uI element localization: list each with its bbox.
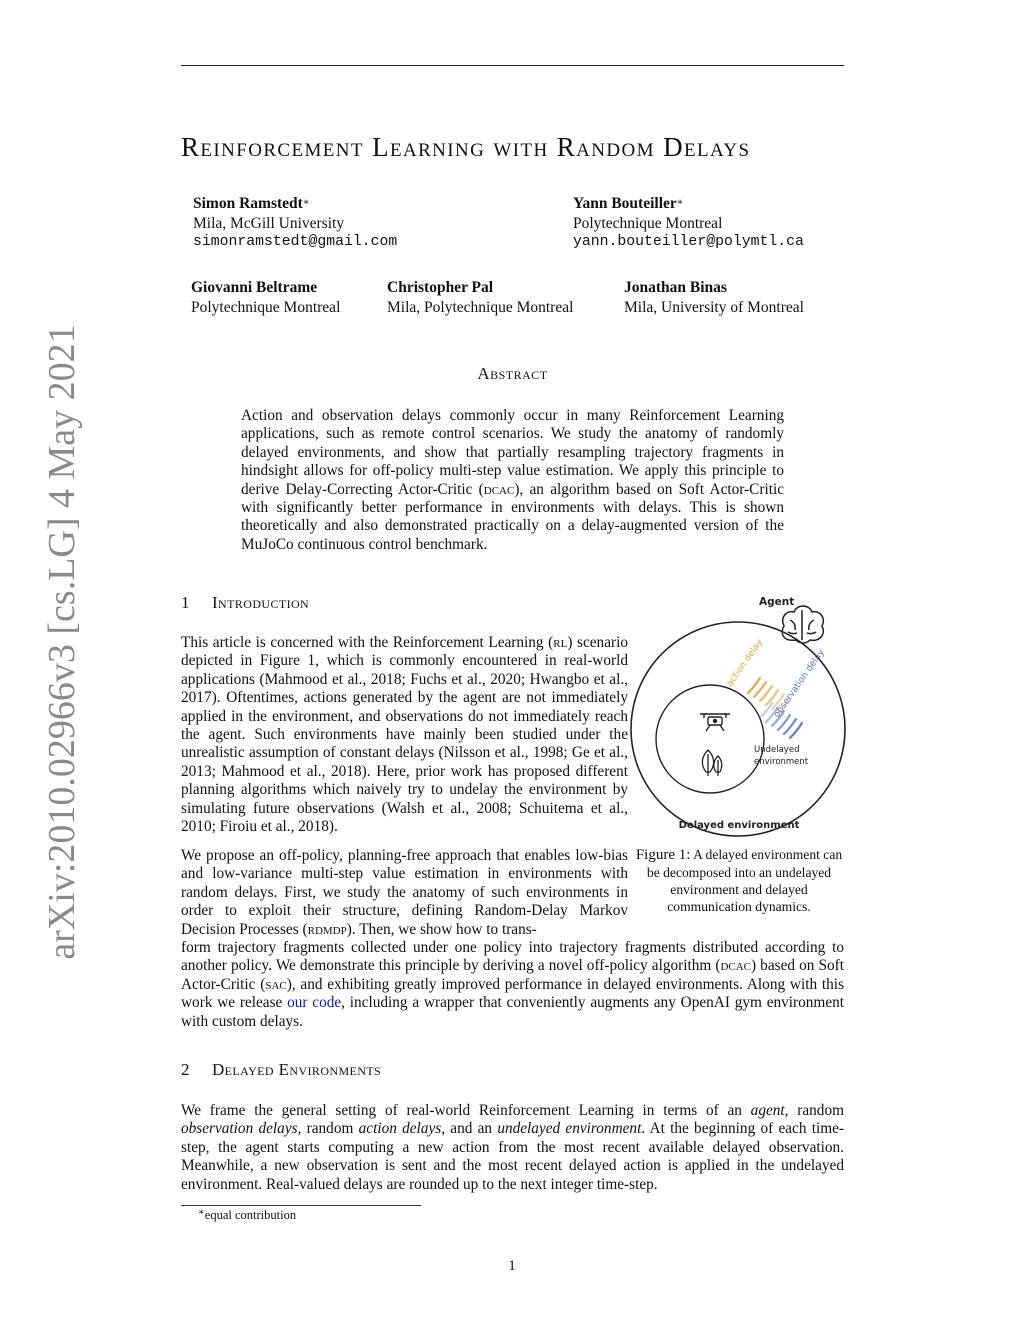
author-email[interactable]: yann.bouteiller@polymtl.ca xyxy=(573,234,804,250)
author-name: Yann Bouteiller xyxy=(573,195,677,212)
top-rule xyxy=(181,65,844,66)
author-affiliation: Mila, University of Montreal xyxy=(624,298,804,316)
intro-paragraph-2-continued: form trajectory fragments collected under one policy into trajectory fragments distributed according to another policy. We demonstrate this principle by deriving a novel off-policy algorithm (dcac) based on Soft Actor-Critic (sac), and exhibiting greatly improved performance in delayed environments. Along with this work we release our code, including a wrapper that conveniently augments any OpenAI gym environment with custom delays. xyxy=(181,939,845,1030)
undelayed-environment-circle xyxy=(656,685,764,793)
abstract-text: Action and observation delays commonly occur in many Reinforcement Learning applications, such as remote control scenarios. We study the anatomy of randomly delayed environments, and show that partially resampling trajectory fragments in hindsight allows for off-policy multi-step value estimation. We apply this principle to derive Delay-Correcting Actor-Critic (dcac), an algorithm based on Soft Actor-Critic with significantly better performance in environments with delays. This is shown theoretically and also demonstrated practically on a delay-augmented version of the MuJoCo continuous control benchmark. xyxy=(241,407,784,553)
delayed-environment-circle xyxy=(631,622,845,836)
footnote-rule xyxy=(181,1205,421,1206)
figure-1-caption: Figure 1: A delayed environment can be decomposed into an undelayed environment and delayed communication dynamics. xyxy=(635,847,843,914)
author-name: Giovanni Beltrame xyxy=(191,279,318,296)
observation-delay-label: observation delay xyxy=(772,647,827,720)
author-name: Simon Ramstedt xyxy=(193,195,303,212)
section2-paragraph: We frame the general setting of real-world Reinforcement Learning in terms of an agent, random observation delays, random action delays, and an undelayed environment. At the beginning of each time-step, the agent starts computing a new action from the most recent available delayed observation. Meanwhile, a new observation is sent and the most recent delayed action is applied in the undelayed environment. Real-valued delays are rounded up to the next integer time-step. xyxy=(181,1102,845,1193)
author-affiliation: Polytechnique Montreal xyxy=(191,298,341,316)
arxiv-identifier: arXiv:2010.02966v3 [cs.LG] 4 May 2021 xyxy=(41,324,83,960)
agent-label: Agent xyxy=(759,596,795,608)
undelayed-label-line2: environment xyxy=(754,757,809,767)
footnote: ∗equal contribution xyxy=(198,1207,297,1222)
author-name: Christopher Pal xyxy=(387,279,494,296)
delayed-environment-label: Delayed environment xyxy=(678,820,800,831)
author-name: Jonathan Binas xyxy=(624,279,727,296)
author-block xyxy=(191,278,340,317)
author-block: Yann Bouteiller∗ Polytechnique Montreal yann.bouteiller@polymtl.ca xyxy=(573,194,804,253)
plant-icon xyxy=(702,750,721,776)
figure-1-diagram xyxy=(630,590,848,840)
undelayed-label-line1: Undelayed xyxy=(754,745,800,755)
author-email[interactable]: simonramstedt@gmail.com xyxy=(193,234,398,250)
author-block xyxy=(624,278,804,317)
code-link[interactable]: our code xyxy=(287,994,342,1012)
author-block: Simon Ramstedt∗ Mila, McGill University simonramstedt@gmail.com xyxy=(193,194,397,253)
brain-icon xyxy=(782,606,823,643)
author-affiliation: Polytechnique Montreal xyxy=(573,214,723,232)
drone-icon xyxy=(700,714,730,731)
section-heading-introduction: 1 Introduction xyxy=(181,593,310,612)
author-affiliation: Mila, McGill University xyxy=(193,214,345,232)
page-number: 1 xyxy=(508,1258,516,1274)
action-delay-label: action delay xyxy=(725,637,766,689)
section-heading-delayed-environments: 2 Delayed Environments xyxy=(181,1060,382,1079)
author-block xyxy=(387,278,573,317)
intro-paragraph-1: This article is concerned with the Reinforcement Learning (rl) scenario depicted in Figure 1, which is commonly encountered in real-world applications (Mahmood et al., 2018; Fuchs et al., 2020; Hwangbo et al., 2017). Oftentimes, actions generated by the agent are not immediately applied in the environment, and observations do not immediately reach the agent. Such environments have mainly been studied under the unrealistic assumption of constant delays (Nilsson et al., 1998; Ge et al., 2013; Mahmood et al., 2018). Here, prior work has proposed different planning algorithms which naively try to undelay the environment by simulating future observations (Walsh et al., 2008; Schuitema et al., 2010; Firoiu et al., 2018). xyxy=(181,634,628,836)
abstract-heading: Abstract xyxy=(477,364,548,383)
intro-paragraph-2: We propose an off-policy, planning-free approach that enables low-bias and low-variance multi-step value estimation in environments with random delays. First, we study the anatomy of such environments in order to exploit their structure, defining Random-Delay Markov Decision Processes (rdmdp). Then, we show how to trans- xyxy=(181,847,628,938)
paper-title: Reinforcement Learning with Random Delays xyxy=(181,132,751,162)
author-affiliation: Mila, Polytechnique Montreal xyxy=(387,298,574,316)
